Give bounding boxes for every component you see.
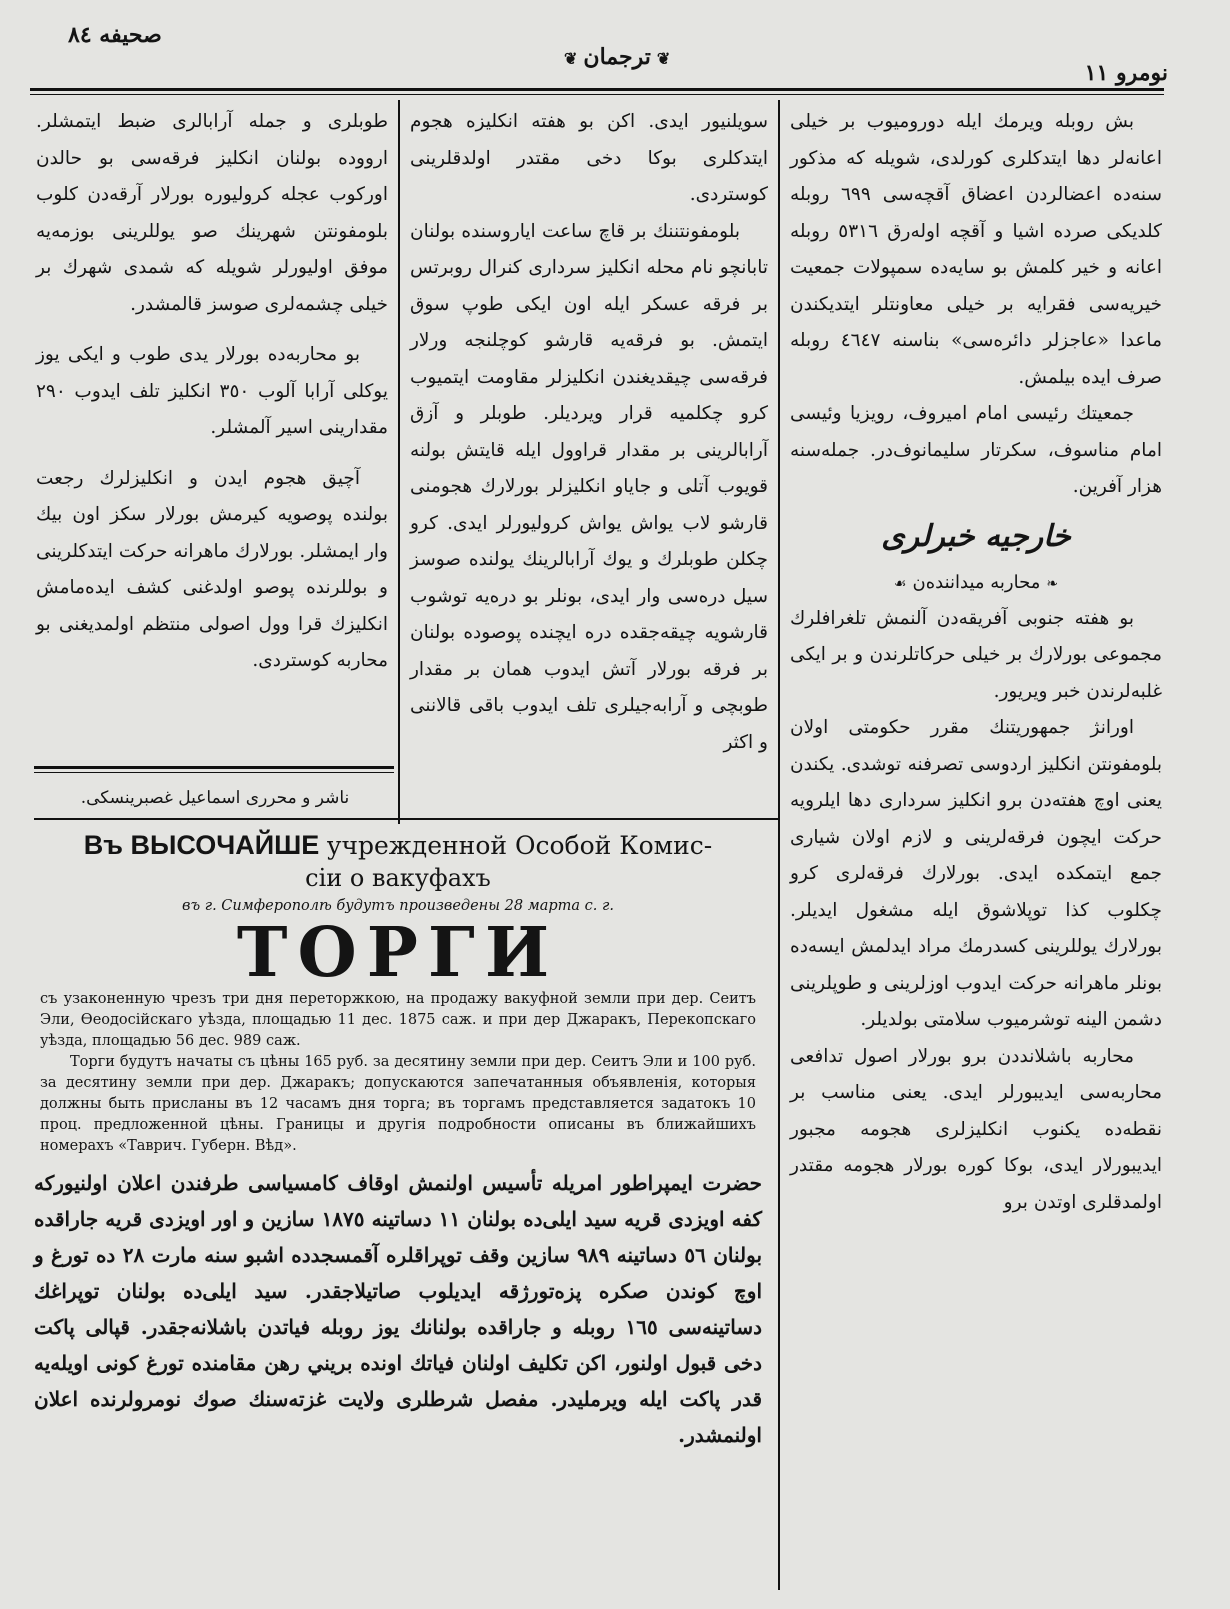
notice-date-line: въ г. Симферополѣ будутъ произведены 28 марта с. г.: [182, 898, 614, 914]
notice-paragraph: съ узаконенную чрезъ три дня переторжкою, на продажу вакуфной земли при дер. Сеитъ Эли, Ѳеодосійскаго уѣзда, площадью 11 дес. 1875 саж. и при дер Джаракъ, Перекопскаго уѣзда, площадью 56 дес. 989 саж.: [40, 991, 756, 1049]
column-left: [36, 104, 388, 680]
page-number-label: صحيفه ۸٤: [68, 22, 162, 48]
ornament-icon: ❦: [564, 49, 578, 68]
column-middle: [410, 104, 768, 761]
paragraph: بش روبله ويرمك ايله دوروميوب بر خيلى اعانه‌لر دها ايتدكلرى كورلدى، شويله كه مذكور سنه‌ده اعضالردن اعضاق آقچه‌سى ٦٩٩ روبله كلديكى صرده اشيا و آقچه اوله‌رق ٥٣١٦ روبله اعانه و خير كلمش بو سايه‌ده سمپولات جمعيت خيريه‌سى فقرايه بر خيلى معاونتلر ايتديكندن ماعدا «عاجزلر دائره‌سى» بناسنه ٤٦٤٧ روبله صرف ايده بيلمش.: [790, 111, 1162, 388]
notice-title: ТОРГИ: [236, 913, 560, 993]
issue-number: نومرو ۱۱: [1084, 60, 1168, 86]
notice-heading: [34, 828, 762, 863]
subsection-title-text: محاربه ميداننده‌ن: [912, 571, 1041, 593]
notice-paragraph: حضرت ايمپراطور امريله تأسيس اولنمش اوقاف كامسياسى طرفندن اعلان اولنيوركه كفه اويزدى قريه سيد ايلى‌ده بولنان ۱۱ دساتينه ۱۸۷٥ سازين و اور اويزدى قريه جاراقده بولنان ٥٦ دساتينه ۹۸۹ سازين وقف توپراقلره آقمسجدده اشبو سنه مارت ۲۸ ده تورغ و اوچ كوندن صكره پزه‌تورژقه ايديلوب صاتيلاجقدر. سيد ايلى‌ده بولنان توپراغك دساتينه‌سى ١٦٥ روبله و جاراقده بولنانك يوز روبله فياتدن باشلانه‌جقدر. قپالى پاكت دخى قبول اولنور، اكن تكليف اولنان فياتك اونده بريني رهن مقامنده تورغ كونى اويله‌يه قدر پاكت ايله ويرمليدر. مفصل شرطلرى ولايت غزته‌سنك صوك نومرولرنده اعلان اولنمشدر.: [34, 1171, 763, 1447]
notice-heading-bold: Въ ВЫСОЧАЙШЕ: [83, 830, 320, 860]
notice-paragraph: Торги будутъ начаты съ цѣны 165 руб. за десятину земли при дер. Сеитъ Эли и 100 руб. за десятину земли при дер. Джаракъ; допускаются запечатанныя объявленія, которыя должны быть присланы въ 12 часамъ дня торга; въ торгамъ представляется задатокъ 10 проц. предложенной цѣны. Границы и другія подробности описаны въ ближайшихъ номерахъ «Таврич. Губерн. Вѣд».: [40, 1054, 756, 1154]
paragraph: محاربه باشلانددن برو بورلار اصول تدافعى محاربه‌سى ايديبورلر ايدى. يعنى مناسب بر نقطه‌ده يكنوب انكليزلرى هجومه مجبور ايديبورلار ايدى، بوكا كوره بورلار هجومه مقتدر اولمدقلرى اوتدن برو: [790, 1045, 1162, 1213]
subsection-title: [790, 566, 1162, 601]
section-title: خارجيه خبرلرى: [881, 518, 1071, 554]
ornament-icon: ☙: [893, 575, 907, 592]
column-divider: [398, 100, 400, 824]
notice-arabic-text: [34, 1165, 762, 1453]
paragraph: طوبلرى و جمله آرابالرى ضبط ايتمشلر. ارووده بولنان انكليز فرقه‌سى بو حالدن اوركوب عجله كروليوره بورلار آرقه‌دن كلوب بلومفونتن شهرينك صو يوللرينى بوزمه‌يه موفق اوليورلر شويله كه شمدى شهرك بر خيلى چشمه‌لرى صوسز قالمشدر.: [36, 111, 388, 315]
paragraph: بلومفونتننك بر قاچ ساعت اياروسنده بولنان تابانچو نام محله انكليز سردارى كنرال روبرتس بر فرقه عسكر ايله اون ايكى طوپ سوق ايتمش. بو فرقه‌يه قارشو كوچلنجه ورلار فرقه‌سى چيقديغندن انكليزلر مقاومت ايتميوب كرو چكلميه قرار ويرديلر. طوبلر و آزق آرابالرينى بر مقدار قراوول ايله قايتش بولنه قويوب آتلى و جاياو انكليزلر بورلارك هجومنى قارشو لاب يواش يواش كروليورلر ايدى. كرو چكلن طوبلرك و يوك آرابالرينك يولنده صوسز سيل دره‌سى وار ايدى، بونلر بو دره‌يه توشوب قارشويه چيقه‌جقده دره ايچنده پوصوده بولنان بر فرقه بورلار آتش ايدوب همان بر مقدار طوبچى و آرابه‌جيلرى تلف ايدوب باقى قالاننى و اكثر: [410, 220, 768, 753]
paragraph: اورانژ جمهوريتنك مقرر حكومتى اولان بلومفونتن انكليز اردوسى تصرفنه توشدى. يكندن يعنى اوچ هفته‌دن برو انكليز سردارى دها ايلرويه حركت ايچون فرقه‌لرينى و لازم اولان شيارى جمع ايتمكده ايدى. بورلارك فرقه‌لرى كرو چكلوب كذا توپلاشوق ايله مشغول ايديلر. بورلارك يوللرينى كسدرمك مراد ايدلمش ايسه‌ده بونلر ماهرانه حركت ايدوب اوزلرينى و طوپلرينى دشمن الينه توشرميوب سلامتى بولديلر.: [790, 717, 1162, 1030]
paragraph: بو هفته جنوبى آفريقه‌دن آلنمش تلغرافلرك مجموعى بورلارك بر خيلى حركاتلرندن و بر ايكى غلبه‌لرندن خبر ويريور.: [790, 607, 1162, 702]
ornament-icon: ❧: [1046, 575, 1059, 592]
newspaper-title: [558, 44, 676, 70]
auction-notice: [34, 818, 762, 1453]
paragraph: آچيق هجوم ايدن و انكليزلرك رجعت بولنده پوصويه كيرمش بورلار سكز اون بيك وار ايمشلر. بورلارك ماهرانه حركت ايتدكلرينى و بوللرنده پوصو اولدغنى كشف ايده‌مامش انكليزك قرا وول اصولى منتظم اولمديغنى بو محاربه كوستردى.: [36, 467, 388, 671]
publisher-line: ناشر و محررى اسماعيل غصبرينسكى.: [80, 788, 350, 808]
newspaper-title-text: ترجمان: [583, 44, 651, 70]
paragraph: سويلنيور ايدى. اكن بو هفته انكليزه هجوم ايتدكلرى بوكا دخى مقتدر اولدقلرينى كوستردى.: [410, 111, 768, 205]
section-rule: [34, 766, 394, 773]
notice-heading-rest: учрежденной Особой Комис-: [326, 831, 713, 860]
ornament-icon: ❦: [656, 49, 671, 68]
column-divider: [778, 100, 780, 1590]
notice-body: [40, 989, 756, 1157]
paragraph: جمعيتك رئيسى امام اميروف، رويزيا وئيسى امام مناسوف، سكرتار سليمانوف‌در. جمله‌سنه هزار آفرين.: [790, 403, 1162, 497]
paragraph: بو محاربه‌ده بورلار يدى طوب و ايكى يوز يوكلى آرابا آلوب ٣٥٠ انكليز تلف ايدوب ٢٩٠ مقدارينى اسير آلمشلر.: [36, 344, 389, 438]
notice-subheading: сіи о вакуфахъ: [305, 864, 491, 892]
column-right: [790, 104, 1162, 1221]
header-rule: [30, 88, 1164, 95]
page-header: [38, 14, 1168, 84]
